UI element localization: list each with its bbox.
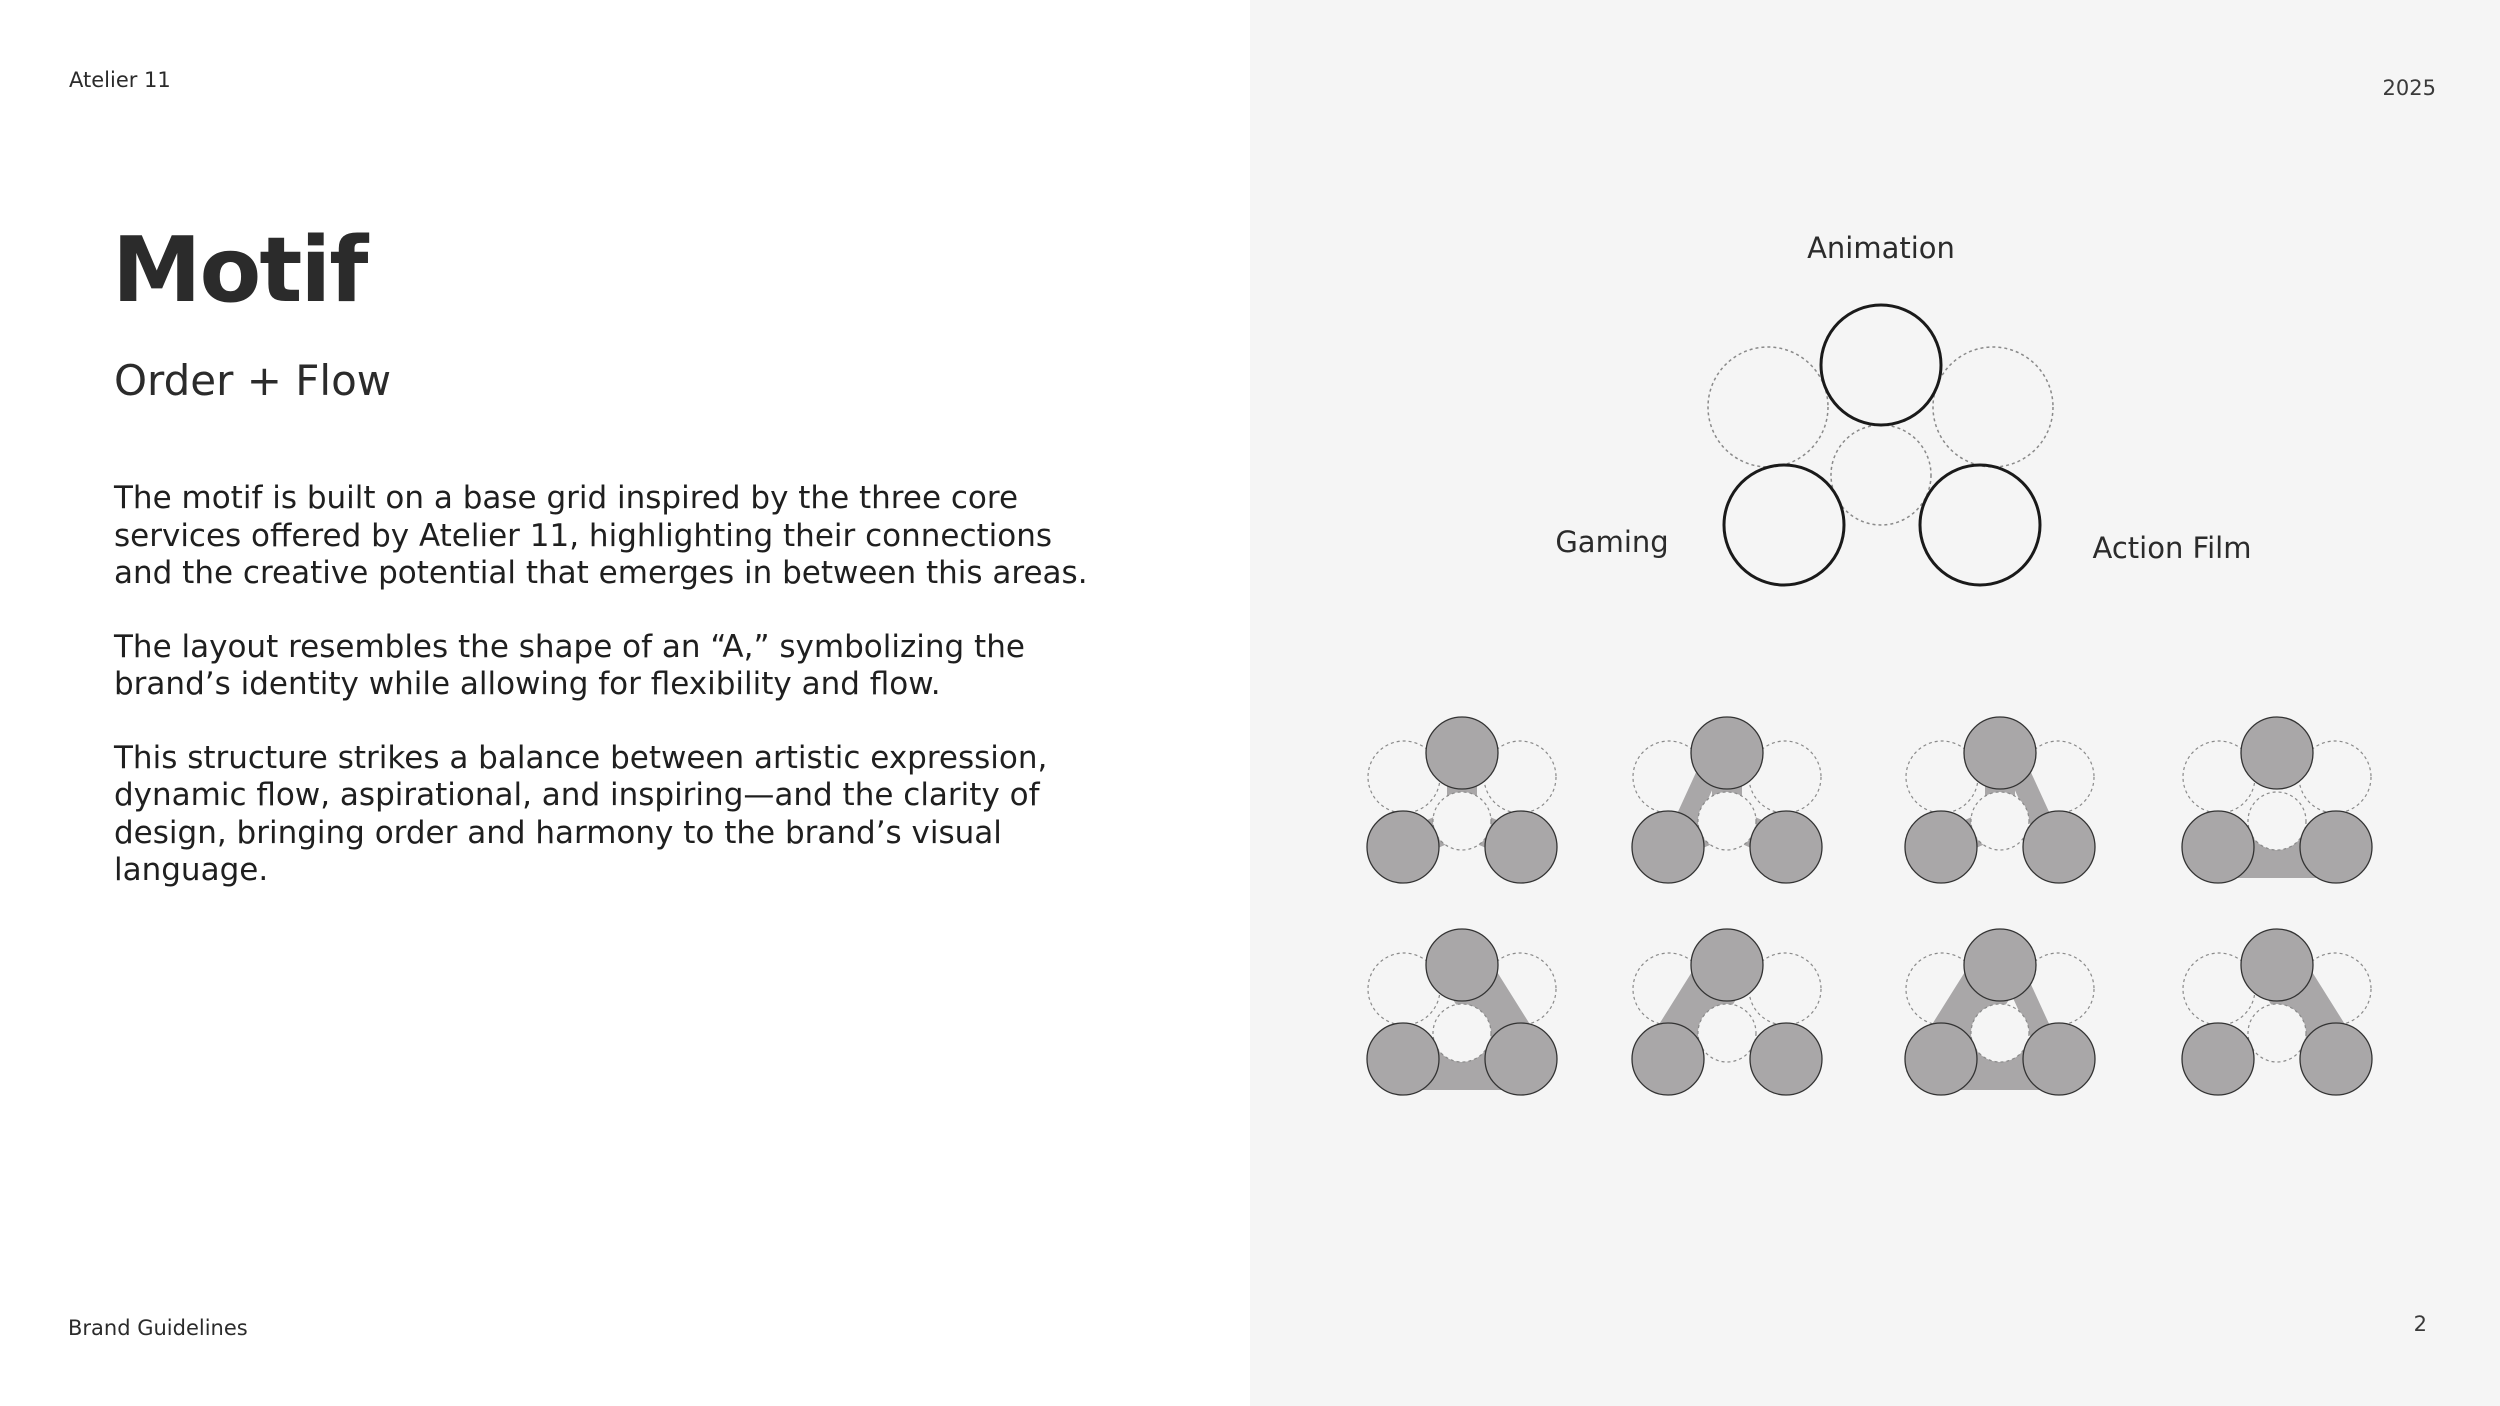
- action-film-circle: [1920, 465, 2040, 585]
- gaming-label: Gaming: [1555, 525, 1669, 559]
- motif-circle: [1485, 811, 1557, 883]
- center-circle: [1698, 1004, 1756, 1062]
- year-label: 2025: [2382, 76, 2436, 100]
- motif-circle: [2300, 1023, 2372, 1095]
- motif-circle: [2023, 811, 2095, 883]
- paragraph: The layout resembles the shape of an “A,” symbolizing the brand’s identity while allowing for flexibility and flow.: [114, 628, 1025, 702]
- center-circle: [2248, 1004, 2306, 1062]
- motif-circle: [2182, 811, 2254, 883]
- motif-circle: [1485, 1023, 1557, 1095]
- motif-circle: [1964, 929, 2036, 1001]
- center-circle: [1971, 1004, 2029, 1062]
- paragraph: This structure strikes a balance between artistic expression, dynamic flow, aspirational, and inspiring—and the clarity of design, bringing order and harmony to the brand’s visual language.: [114, 739, 1048, 888]
- motif-circle: [1905, 811, 1977, 883]
- grid-circle-dotted: [1831, 425, 1931, 525]
- motif-variants: [1367, 717, 2372, 1095]
- footer-label: Brand Guidelines: [68, 1316, 248, 1340]
- motif-circle: [1691, 929, 1763, 1001]
- grid-circle-dotted: [1708, 347, 1828, 467]
- grid-circle-dotted: [1933, 347, 2053, 467]
- motif-circle: [1750, 811, 1822, 883]
- center-circle: [1433, 1004, 1491, 1062]
- motif-circle: [1367, 1023, 1439, 1095]
- center-circle: [2248, 792, 2306, 850]
- motif-circle: [2182, 1023, 2254, 1095]
- motif-circle: [1426, 717, 1498, 789]
- gaming-circle: [1724, 465, 1844, 585]
- center-circle: [1971, 792, 2029, 850]
- brand-name: Atelier 11: [69, 68, 171, 92]
- motif-circle: [1367, 811, 1439, 883]
- page-title: Motif: [112, 218, 367, 323]
- motif-circle: [2023, 1023, 2095, 1095]
- center-circle: [1433, 792, 1491, 850]
- action-film-label: Action Film: [2092, 531, 2252, 565]
- animation-label: Animation: [1807, 231, 1955, 265]
- animation-circle: [1821, 305, 1941, 425]
- motif-circle: [1905, 1023, 1977, 1095]
- motif-circle: [2241, 717, 2313, 789]
- page-subtitle: Order + Flow: [114, 356, 392, 405]
- page-number: 2: [2413, 1312, 2427, 1336]
- center-circle: [1698, 792, 1756, 850]
- paragraph: The motif is built on a base grid inspired by the three core services offered by Atelier 11, highlighting their connections and the creative potential that emerges in between this areas.: [114, 480, 1088, 591]
- motif-circle: [1632, 811, 1704, 883]
- base-grid: [1555, 231, 2251, 585]
- motif-circle: [1426, 929, 1498, 1001]
- motif-circle: [2300, 811, 2372, 883]
- motif-circle: [1750, 1023, 1822, 1095]
- motif-circle: [1632, 1023, 1704, 1095]
- motif-circle: [1964, 717, 2036, 789]
- motif-circle: [2241, 929, 2313, 1001]
- motif-circle: [1691, 717, 1763, 789]
